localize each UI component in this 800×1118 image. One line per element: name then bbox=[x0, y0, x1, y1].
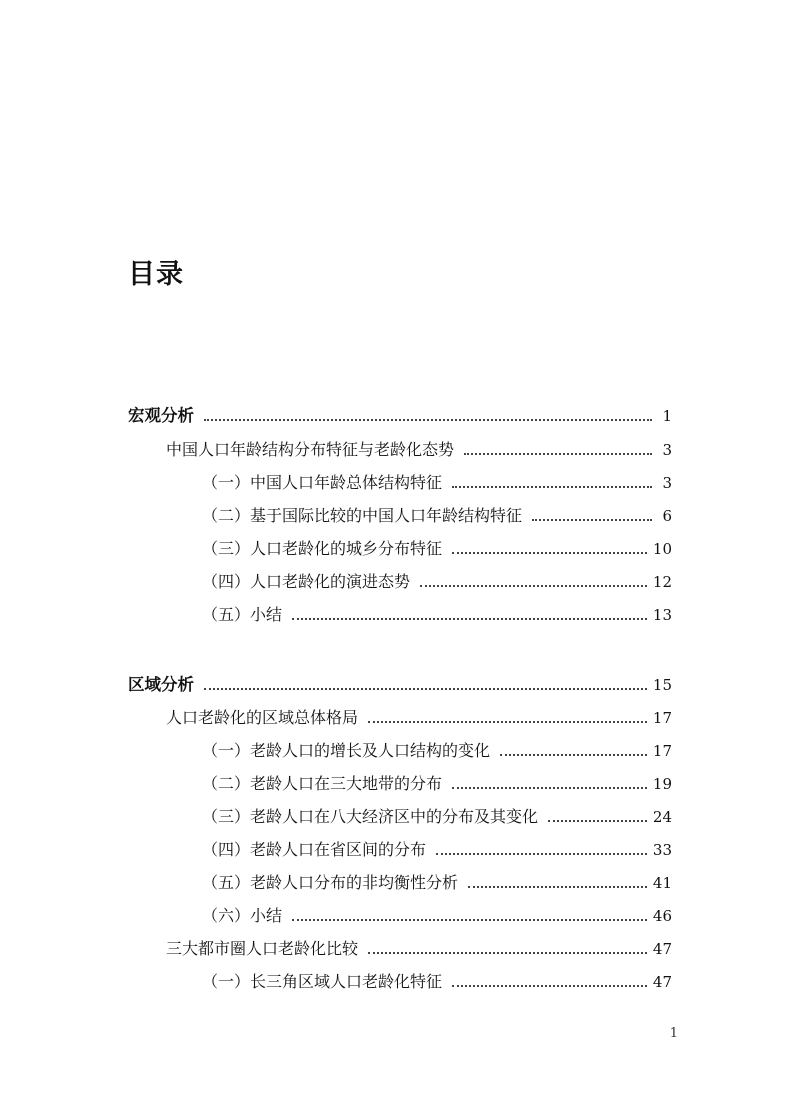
toc-page-number: 15 bbox=[652, 676, 672, 694]
dot-leader bbox=[500, 754, 647, 756]
toc-item[interactable] bbox=[202, 535, 672, 559]
dot-leader bbox=[452, 985, 647, 987]
toc-entry-label: （四）人口老龄化的演进态势 bbox=[202, 572, 411, 591]
toc-entry-label: （五）小结 bbox=[202, 605, 283, 624]
toc-section-regional[interactable] bbox=[128, 671, 672, 695]
page-title: 目录 bbox=[128, 259, 184, 290]
toc-page-number: 6 bbox=[662, 507, 672, 525]
toc-entry-label: （三）老龄人口在八大经济区中的分布及其变化 bbox=[202, 807, 539, 826]
toc-page-number: 24 bbox=[652, 808, 672, 826]
dot-leader bbox=[204, 688, 647, 690]
toc-page-number: 46 bbox=[652, 907, 672, 925]
toc-item[interactable] bbox=[202, 502, 672, 526]
toc-page-number: 17 bbox=[652, 742, 672, 760]
toc-page-number: 33 bbox=[652, 841, 672, 859]
toc-entry-label: （一）长三角区域人口老龄化特征 bbox=[202, 972, 443, 991]
toc-item[interactable] bbox=[202, 601, 672, 625]
dot-leader bbox=[368, 721, 647, 723]
dot-leader bbox=[204, 419, 652, 421]
dot-leader bbox=[452, 486, 652, 488]
toc-entry-label: （三）人口老龄化的城乡分布特征 bbox=[202, 539, 443, 558]
toc-item[interactable] bbox=[202, 803, 672, 827]
toc-entry-label: 区域分析 bbox=[128, 675, 194, 694]
toc-item[interactable] bbox=[202, 836, 672, 860]
toc-chapter-metro-comparison[interactable] bbox=[166, 935, 672, 959]
dot-leader bbox=[368, 952, 647, 954]
toc-page-number: 19 bbox=[652, 775, 672, 793]
dot-leader bbox=[464, 453, 652, 455]
toc-page-number: 1 bbox=[662, 407, 672, 425]
dot-leader bbox=[548, 820, 647, 822]
toc-entry-label: （五）老龄人口分布的非均衡性分析 bbox=[202, 873, 459, 892]
dot-leader bbox=[436, 853, 647, 855]
toc-page-number: 3 bbox=[662, 441, 672, 459]
toc-page-number: 10 bbox=[652, 540, 672, 558]
toc-entry-label: （二）老龄人口在三大地带的分布 bbox=[202, 774, 443, 793]
toc-entry-label: 宏观分析 bbox=[128, 406, 194, 425]
toc-page-number: 3 bbox=[662, 474, 672, 492]
page-number: 1 bbox=[669, 1026, 678, 1041]
dot-leader bbox=[532, 519, 652, 521]
toc-entry-label: 三大都市圈人口老龄化比较 bbox=[166, 939, 359, 958]
toc-page-number: 12 bbox=[652, 573, 672, 591]
toc-entry-label: （一）中国人口年龄总体结构特征 bbox=[202, 473, 443, 492]
toc-page-number: 47 bbox=[652, 940, 672, 958]
toc-section-macro[interactable] bbox=[128, 402, 672, 426]
toc-chapter-regional-pattern[interactable] bbox=[166, 704, 672, 728]
toc-item[interactable] bbox=[202, 902, 672, 926]
toc-item[interactable] bbox=[202, 469, 672, 493]
dot-leader bbox=[468, 886, 647, 888]
dot-leader bbox=[292, 919, 647, 921]
toc-chapter-age-structure[interactable] bbox=[166, 436, 672, 460]
toc-entry-label: 中国人口年龄结构分布特征与老龄化态势 bbox=[166, 440, 455, 459]
dot-leader bbox=[292, 618, 647, 620]
toc-entry-label: （二）基于国际比较的中国人口年龄结构特征 bbox=[202, 506, 523, 525]
dot-leader bbox=[452, 552, 647, 554]
toc-page-number: 13 bbox=[652, 606, 672, 624]
toc-entry-label: 人口老龄化的区域总体格局 bbox=[166, 708, 359, 727]
toc-page-number: 47 bbox=[652, 973, 672, 991]
toc-entry-label: （四）老龄人口在省区间的分布 bbox=[202, 840, 427, 859]
toc-item[interactable] bbox=[202, 737, 672, 761]
toc-item[interactable] bbox=[202, 568, 672, 592]
toc-page-number: 17 bbox=[652, 709, 672, 727]
dot-leader bbox=[420, 585, 647, 587]
toc-entry-label: （六）小结 bbox=[202, 906, 283, 925]
dot-leader bbox=[452, 787, 647, 789]
toc-item[interactable] bbox=[202, 968, 672, 992]
toc-page-number: 41 bbox=[652, 874, 672, 892]
toc-entry-label: （一）老龄人口的增长及人口结构的变化 bbox=[202, 741, 491, 760]
toc-item[interactable] bbox=[202, 869, 672, 893]
toc-item[interactable] bbox=[202, 770, 672, 794]
